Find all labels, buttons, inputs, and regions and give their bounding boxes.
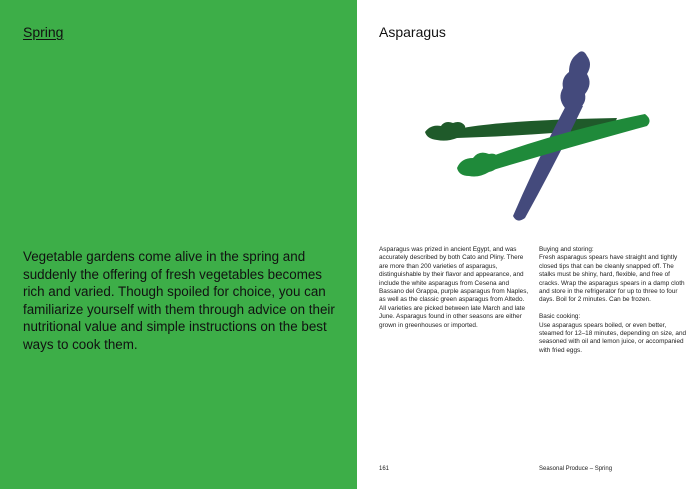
tips-column	[539, 246, 689, 355]
vegetable-title: Asparagus	[379, 24, 446, 40]
history-column	[379, 246, 529, 330]
history-text: Asparagus was prized in ancient Egypt, and was accurately described by both Cato and Pliny. There are more than 200 varieties of asparagus, distinguishable by their flavor and appearance, and include the white asparagus from Cesena and Bassano del Grappa, purple asparagus from Naples, as well as the classic green asparagus from Altedo. All varieties are picked between late March and late June. Asparagus found in other seasons are either grown in greenhouses or imported.	[379, 246, 529, 329]
buying-text: Fresh asparagus spears have straight and tightly closed tips that can be cleanly snapped off. The stalks must be shiny, hard, flexible, and free of cracks. Wrap the asparagus spears in a damp cloth and store in the refrigerator for up to three to four days. Boil for 2 minutes. Can be frozen.	[539, 254, 685, 304]
running-head: Seasonal Produce – Spring	[539, 466, 613, 472]
paragraph-gap	[539, 305, 689, 313]
buying-heading: Buying and storing:	[539, 246, 594, 253]
cooking-heading: Basic cooking:	[539, 313, 581, 321]
asparagus-spears-icon	[417, 40, 657, 230]
section-title: Spring	[23, 24, 64, 40]
intro-text: Vegetable gardens come alive in the spring and suddenly the offering of fresh vegetables becomes rich and varied. Though spoiled for choice, you can familiarize yourself with them through advice on their nutritional value and simple instructions on the best ways to cook them.	[23, 249, 335, 352]
right-page	[357, 0, 700, 489]
cooking-text: Use asparagus spears boiled, or even better, steamed for 12–18 minutes, depending on size, and seasoned with oil and lemon juice, or accompanied with fried eggs.	[539, 321, 687, 354]
page-number: 161	[379, 466, 390, 472]
